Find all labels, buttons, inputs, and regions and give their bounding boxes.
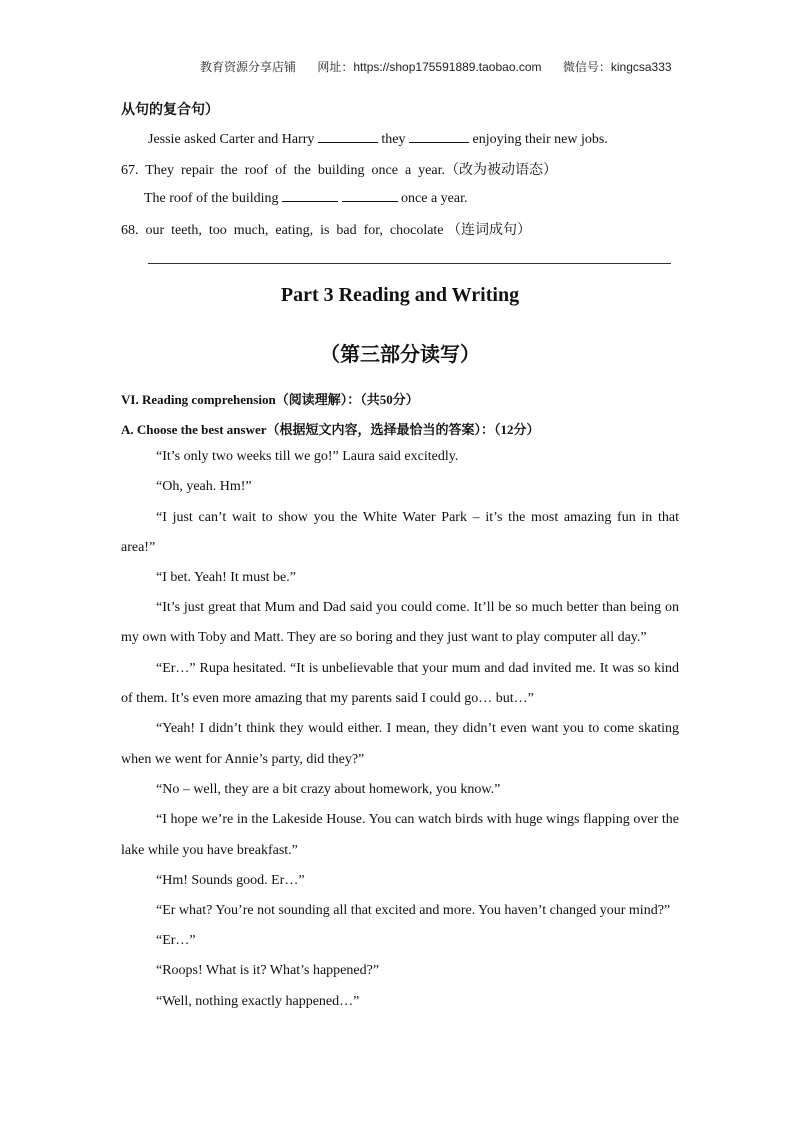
passage-paragraph: “Er…” Rupa hesitated. “It is unbelievable that your mum and dad invited me. It was so kind [156, 661, 679, 676]
passage-paragraph: “It’s just great that Mum and Dad said you could come. It’ll be so much better than being on [156, 600, 679, 615]
section-vi-heading: VI. Reading comprehension（阅读理解）：（共50分） [121, 392, 419, 408]
answer-blank[interactable] [282, 189, 338, 202]
answer-line[interactable] [148, 263, 671, 264]
passage-paragraph: “Hm! Sounds good. Er…” [156, 873, 305, 888]
q67-prompt: 67. They repair the roof of the building once a year.（改为被动语态） [121, 162, 557, 178]
q66-sentence: Jessie asked Carter and Harry they enjoying their new jobs. [148, 132, 608, 147]
passage-paragraph: “I hope we’re in the Lakeside House. You can watch birds with huge wings flapping over the [156, 812, 679, 827]
answer-blank[interactable] [342, 189, 398, 202]
passage-paragraph: “Er what? You’re not sounding all that excited and more. You haven’t changed your mind?” [156, 903, 671, 918]
answer-blank[interactable] [318, 130, 378, 143]
passage-paragraph-cont: my own with Toby and Matt. They are so boring and they just want to play computer all day.” [121, 630, 647, 645]
shop-name: 教育资源分享店铺 [200, 60, 297, 74]
answer-blank[interactable] [409, 130, 469, 143]
q67-sentence: The roof of the building once a year. [144, 191, 468, 206]
passage-paragraph: “Well, nothing exactly happened…” [156, 994, 360, 1009]
page-header [200, 58, 760, 75]
part-subtitle: （第三部分读写） [320, 342, 480, 366]
passage-paragraph: “Er…” [156, 933, 196, 948]
part-title: Part 3 Reading and Writing [280, 284, 520, 306]
passage-paragraph: “Yeah! I didn’t think they would either. I mean, they didn’t even want you to come skating [156, 721, 679, 736]
passage-paragraph-cont: of them. It’s even more amazing that my parents said I could go… but…” [121, 691, 534, 706]
passage-paragraph: “No – well, they are a bit crazy about homework, you know.” [156, 782, 501, 797]
passage-paragraph-cont: when we went for Annie’s party, did they?” [121, 752, 365, 767]
shop-url: 网址：https://shop175591889.taobao.com [317, 60, 542, 74]
passage-paragraph: “Oh, yeah. Hm!” [156, 479, 252, 494]
passage-paragraph: “Roops! What is it? What’s happened?” [156, 963, 380, 978]
passage-paragraph: “I just can’t wait to show you the White Water Park – it’s the most amazing fun in that [156, 510, 679, 525]
section-a-heading: A. Choose the best answer（根据短文内容，选择最恰当的答案）：（12分） [121, 422, 540, 438]
passage-paragraph: “I bet. Yeah! It must be.” [156, 570, 296, 585]
passage-paragraph: “It’s only two weeks till we go!” Laura said excitedly. [156, 449, 459, 464]
passage-paragraph-cont: lake while you have breakfast.” [121, 843, 298, 858]
q66-instruction-tail: 从句的复合句） [121, 102, 219, 118]
passage-paragraph-cont: area!” [121, 540, 156, 555]
q68-prompt: 68. our teeth, too much, eating, is bad for, chocolate （连词成句） [121, 222, 532, 238]
wechat-id: 微信号：kingcsa333 [562, 60, 672, 74]
